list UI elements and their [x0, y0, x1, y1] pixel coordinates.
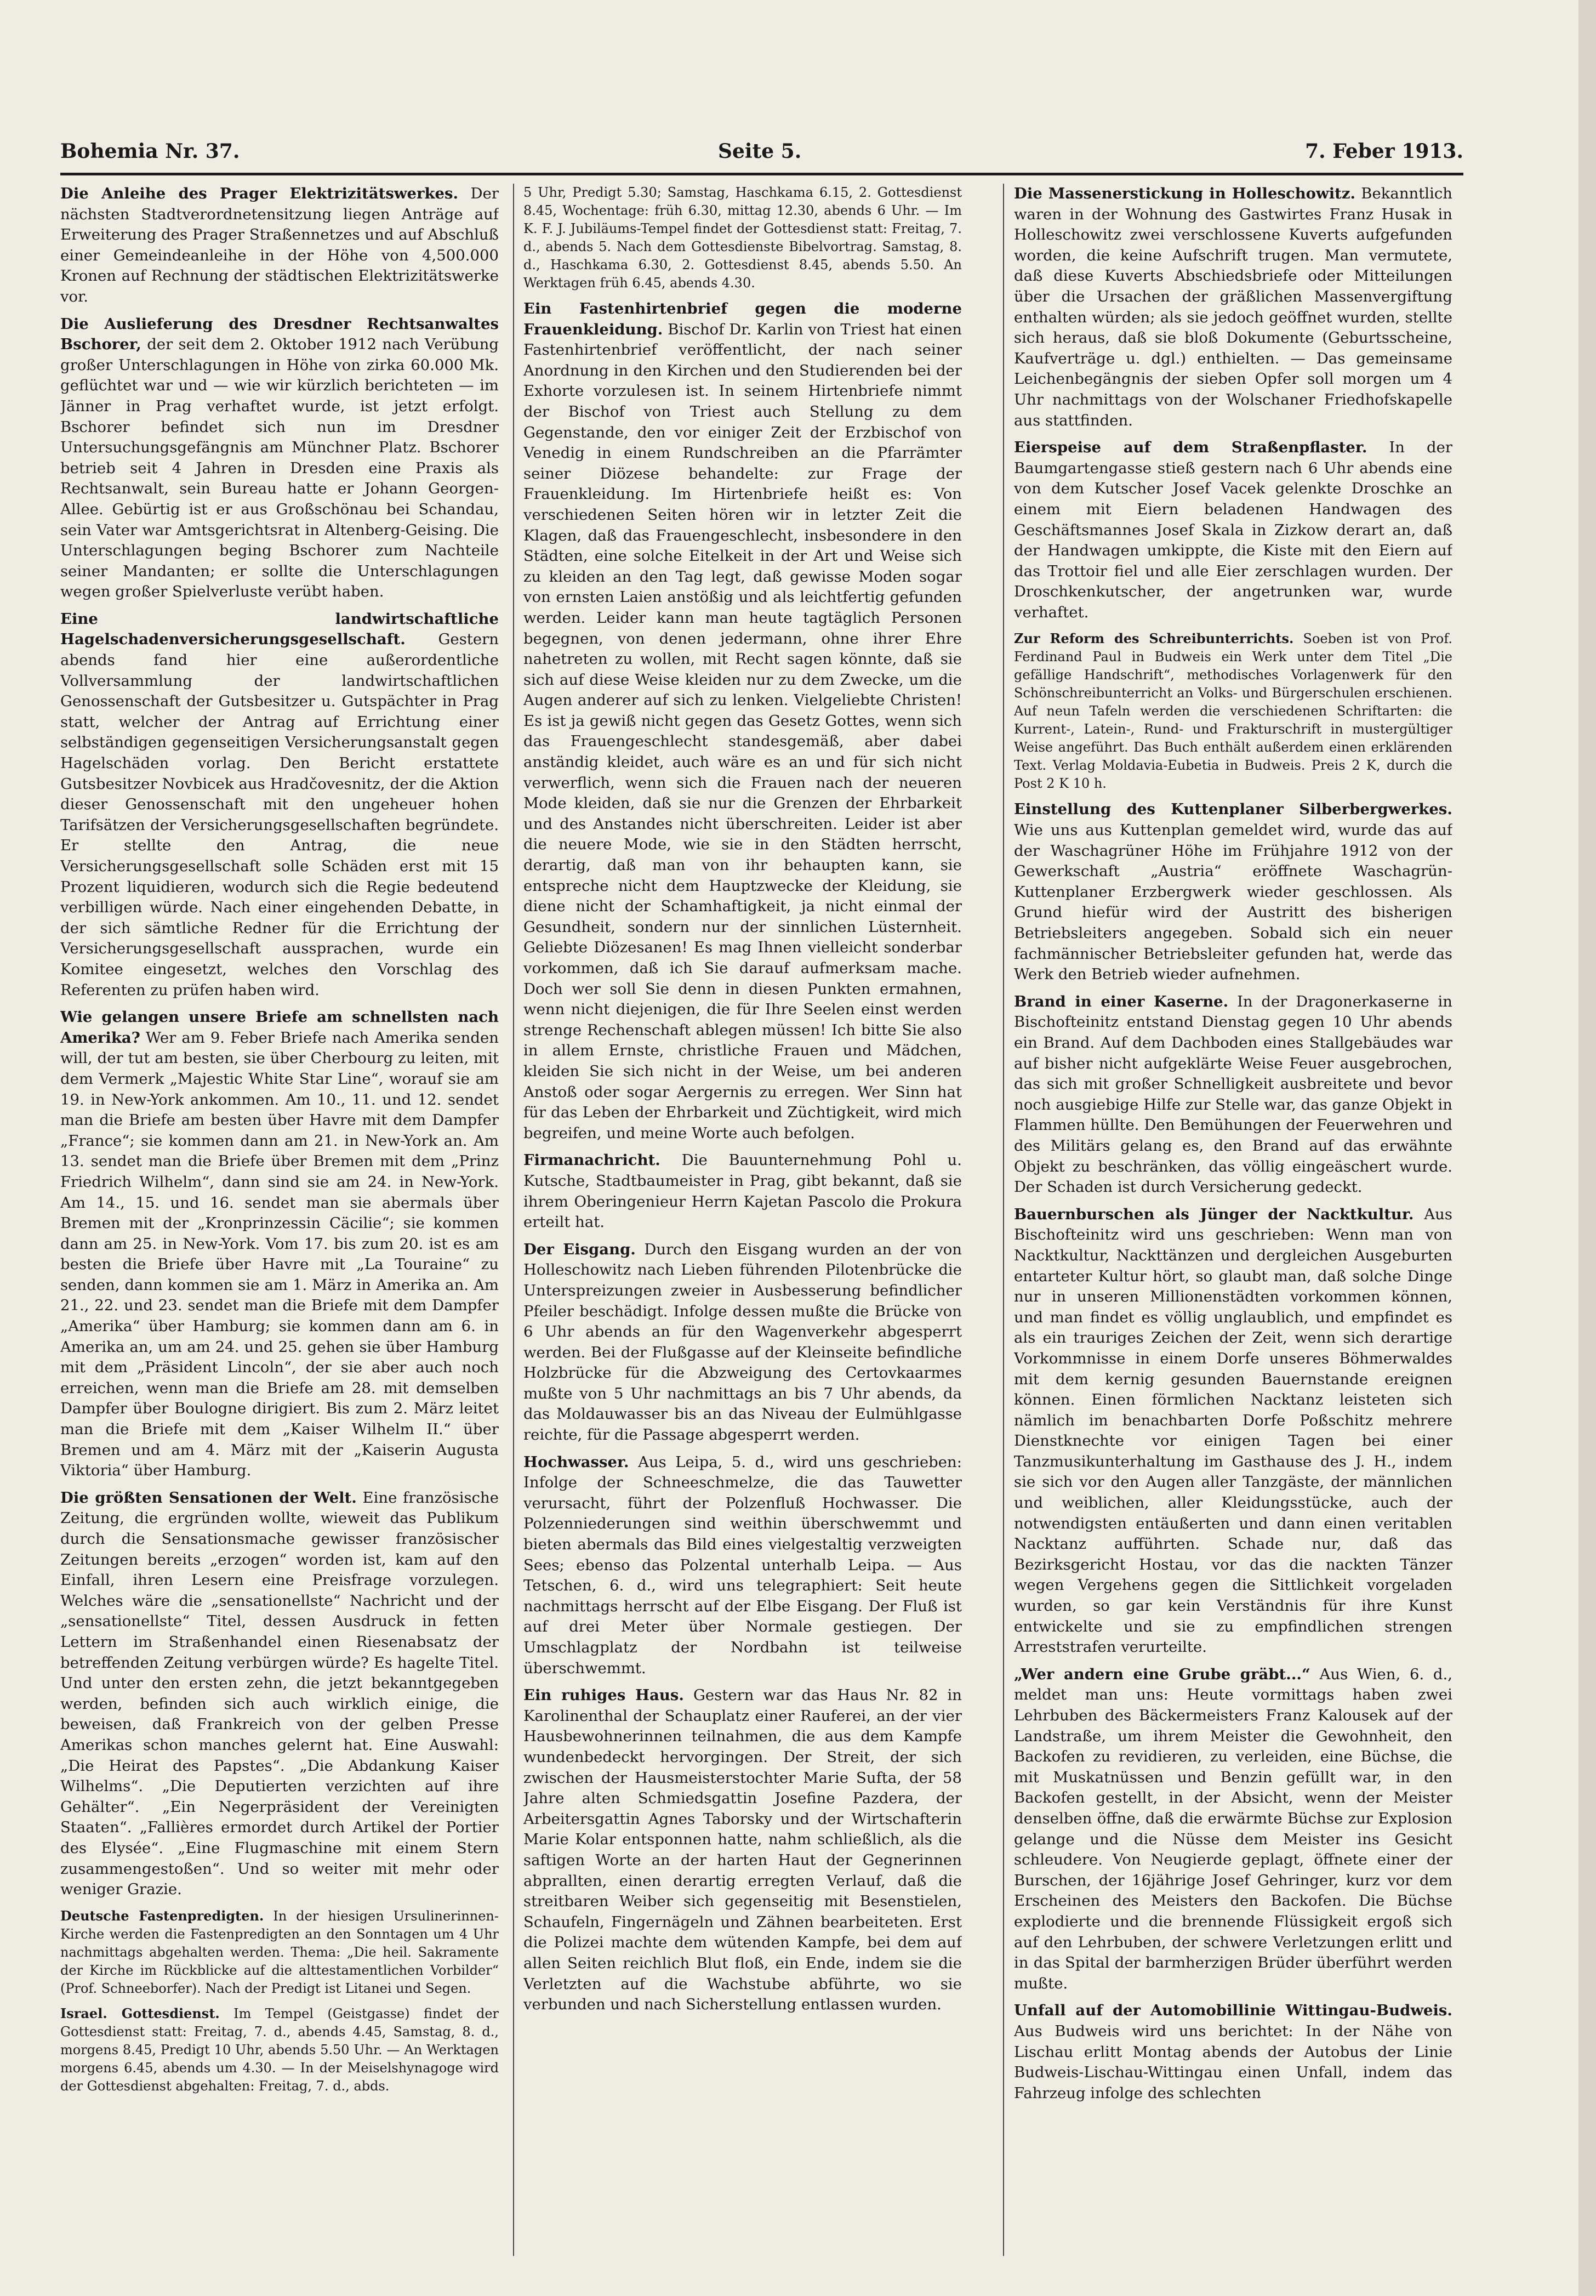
article	[523, 1240, 962, 1446]
page-edge	[1578, 0, 1596, 2296]
article	[60, 1907, 499, 1998]
column-1	[60, 184, 499, 2267]
article-text: Bischof Dr. Karlin von Triest hat einen Fastenhirtenbrief veröffentlicht, der nach seiner Anordnung in den Kirchen und den Studierenden bei der Exhorte vorzulesen ist. In seinem Hirtenbriefe nimmt der Bischof von Triest auch Stellung zu dem Gegenstande, den vor einiger Zeit der Erzbischof von Venedig in einem Rundschreiben an die Pfarrämter seiner Diözese behandelte: zur Frage der Frauenkleidung. Im Hirtenbriefe heißt es: Von verschiedenen Seiten hören wir in letzter Zeit die Klagen, daß das Frauengeschlecht, insbesondere in den Städten, eine solche Eitelkeit in der Art und Weise sich zu kleiden an den Tag legt, daß gewisse Moden sogar von ernsten Laien anstößig und als leichtfertig gefunden werden. Leider kann man heute tagtäglich Personen begegnen, von denen jedermann, ohne ihrer Ehre nahetreten zu wollen, mit Recht sagen könnte, daß sie sich auf diese Weise kleiden nur zu dem Zwecke, um die Augen anderer auf sich zu lenken. Vielgeliebte Christen! Es ist ja gewiß nicht gegen das Gesetz Gottes, wenn sich das Frauengeschlecht standesgemäß, aber dabei anständig kleidet, auch wäre es an und für sich nicht verwerflich, wenn sich die Frauen nach der neueren Mode kleiden, daß sie nur die Grenzen der Ehrbarkeit und des Anstandes nicht überschreiten. Leider ist aber die neuere Mode, wie sie in den Städten herrscht, derartig, daß man von ihr behaupten kann, sie entspreche nicht dem Hauptzwecke der Kleidung, sie diene nicht der Schamhaftigkeit, ja nicht einmal der Gesundheit, sondern nur der sinnlichen Lüsternheit. Geliebte Diözesanen! Es mag Ihnen vielleicht sonderbar vorkommen, daß ich Sie darauf aufmerksam mache. Doch wer soll Sie denn in diesen Punkten ermahnen, wenn nicht diejenigen, die für Ihre Seelen einst werden strenge Rechenschaft ablegen müssen! Ich bitte Sie also in allem Ernste, christliche Frauen und Mädchen, kleiden Sie sich nicht in der Weise, um bei anderen Anstoß oder sogar Aergernis zu erregen. Wer Sinn hat für das Leben der Ehrbarkeit und Züchtigkeit, wird mich begreifen, und meine Worte auch befolgen.	[523, 320, 962, 1142]
article	[1014, 184, 1452, 431]
article-text: Aus Bischofteinitz wird uns geschrieben: Wenn man von Nacktkultur, Nackttänzen und dergleichen Ausgeburten entarteter Kultur hört, so glaubt man, daß solche Dinge nur in unseren Millionenstädten vorkommen können, und man findet es völlig unglaublich, und empfindet es als ein trauriges Zeichen der Zeit, wenn sich derartige Vorkommnisse in einem Dorfe unseres Böhmerwaldes mit dem kernig gesunden Bauernstande ereignen können. Einen förmlichen Nacktanz leisteten sich nämlich im benachbarten Dorfe Poßschitz mehrere Dienstknechte vor einigen Tagen bei einer Tanzmusikunterhaltung im Gasthause des J. H., indem sie sich vor den Augen aller Tanzgäste, der männlichen und weiblichen, aller Kleidungsstücke, auch der notwendigsten entäußerten und dann einen veritablen Nacktanz aufführten. Schade nur, daß das Bezirksgericht Hostau, vor das die nackten Tänzer wegen Vergehens gegen die Sittlichkeit vorgeladen wurden, so gar kein Verständnis für ihre Kunst entwickelte und sie zu empfindlichen strengen Arreststrafen verurteilte.	[1014, 1205, 1452, 1656]
article-text: Bekanntlich waren in der Wohnung des Gastwirtes Franz Husak in Holleschowitz zwei verschlossene Kuverts aufgefunden worden, die keine Aufschrift trugen. Man vermutete, daß diese Kuverts Abschiedsbriefe oder Mitteilungen über die Ursachen der gräßlichen Massenvergiftung enthalten würden; als sie jedoch geöffnet wurden, stellte sich heraus, daß sie bloß Dokumente (Geburtsscheine, Kaufverträge u. dgl.) enthielten. — Das gemeinsame Leichenbegängnis der sieben Opfer soll morgen um 4 Uhr nachmittags von der Wolschaner Friedhofskapelle aus stattfinden.	[1014, 185, 1452, 429]
article-text: In der hiesigen Ursulinerinnen-Kirche werden die Fastenpredigten an den Sonntagen um 4 Uhr nachmittags abgehalten werden. Thema: „Die heil. Sakramente der Kirche im Rückblicke auf die alttestamentlichen Vorbilder“ (Prof. Schneeborfer). Nach der Predigt ist Litanei und Segen.	[60, 1908, 499, 1996]
issue-date: 7. Feber 1913.	[1305, 140, 1463, 163]
article-title: Die Massenerstickung in Holleschowitz.	[1014, 185, 1356, 202]
article-text: 5 Uhr, Predigt 5.30; Samstag, Haschkama 6.15, 2. Gottesdienst 8.45, Wochentage: früh 6.30, mittag 12.30, abends 6 Uhr. — Im K. F. J. Jubiläums-Tempel findet der Gottesdienst statt: Freitag, 7. d., abends 5. Nach dem Gottesdienste Bibelvortrag. Samstag, 8. d., Haschkama 6.30, 2. Gottesdienst 8.45, abends 5.50. An Werktagen früh 6.45, abends 4.30.	[523, 185, 962, 291]
article-title: Israel. Gottesdienst.	[60, 2005, 220, 2021]
article	[523, 184, 962, 292]
article	[523, 1685, 962, 2015]
column-3	[1014, 184, 1452, 2267]
article	[60, 314, 499, 603]
article-text: Soeben ist von Prof. Ferdinand Paul in Budweis ein Werk unter dem Titel „Die gefällige Handschrift“, methodisches Vorlagenwerk für den Schönschreibunterricht an Volks- und Bürgerschulen erschienen. Auf neun Tafeln werden die verschiedenen Schriftarten: die Kurrent-, Latein-, Rund- und Frakturschrift in mustergültiger Weise angeführt. Das Buch enthält außerdem einen erklärenden Text. Verlag Moldavia-Eubetia in Budweis. Preis 2 K, durch die Post 2 K 10 h.	[1014, 631, 1452, 792]
article-title: Eine landwirtschaftliche Hagelschadenversicherungsgesellschaft.	[60, 610, 499, 649]
article-text: In der Dragonerkaserne in Bischofteinitz entstand Dienstag gegen 10 Uhr abends ein Brand. Auf dem Dachboden eines Stallgebäudes war auf bisher nicht aufgeklärte Weise Feuer ausgebrochen, das sich mit großer Schnelligkeit ausbreitete und bevor noch ausgiebige Hilfe zur Stelle war, das ganze Objekt in Flammen hüllte. Den Bemühungen der Feuerwehren und des Militärs gelang es, den Brand auf das erwähnte Objekt zu beschränken, das völlig eingeäschert wurde. Der Schaden ist durch Versicherung gedeckt.	[1014, 992, 1452, 1196]
article	[1014, 799, 1452, 985]
article	[1014, 992, 1452, 1198]
article-text: der seit dem 2. Oktober 1912 nach Verübung großer Unterschlagungen in Höhe von zirka 60.000 Mk. geflüchtet war und — wie wir kürzlich berichteten — im Jänner in Prag verhaftet wurde, ist jetzt erfolgt. Bschorer befindet sich nun im Dresdner Untersuchungsgefängnis am Münchner Platz. Bschorer betrieb seit 4 Jahren in Dresden eine Praxis als Rechtsanwalt, sein Bureau hatte er Johann Georgen-Allee. Gebürtig ist er aus Großschönau bei Schandau, sein Vater war Amtsgerichtsrat in Altenberg-Geising. Die Unterschlagungen beging Bschorer zum Nachteile seiner Mandanten; er sollte die Unterschlagungen wegen großer Spielverluste verübt haben.	[60, 336, 499, 601]
page-header	[60, 140, 1463, 173]
article	[1014, 1204, 1452, 1658]
article-text: Der nächsten Stadtverordnetensitzung liegen Anträge auf Erweiterung des Prager Straßennetzes und auf Abschluß einer Gemeindeanleihe in der Höhe von 4,500.000 Kronen auf Rechnung der städtischen Elektrizitätswerke vor.	[60, 185, 499, 305]
article-text: In der Baumgartengasse stieß gestern nach 6 Uhr abends eine von dem Kutscher Josef Vacek gelenkte Droschke an einem mit Eiern beladenen Handwagen des Geschäftsmannes Josef Skala in Zizkow derart an, daß der Handwagen umkippte, die Kiste mit den Eiern auf das Trottoir fiel und alle Eier zerschlagen wurden. Der Droschkenkutscher, der angetrunken war, wurde verhaftet.	[1014, 439, 1452, 621]
article-text: Aus Wien, 6. d., meldet man uns: Heute vormittags haben zwei Lehrbuben des Bäckermeisters Franz Kalousek auf der Landstraße, um ihrem Meister die Gewohnheit, den Backofen zu revidieren, zu verleiden, eine Büchse, die mit Muskatnüssen und Benzin gefüllt war, in den Backofen gestellt, in der Absicht, wenn der Meister denselben öffne, daß die erwärmte Büchse zur Explosion gelange und die Nüsse dem Meister ins Gesicht schleudere. Von Neugierde geplagt, öffnete einer der Burschen, der 16jährige Josef Gehringer, kurz vor dem Erscheinen des Meisters den Backofen. Die Büchse explodierte und die brennende Flüssigkeit ergoß sich auf den Lehrbuben, der schwere Verletzungen erlitt und in das Spital der barmherzigen Brüder überführt werden mußte.	[1014, 1665, 1452, 1992]
article-title: Der Eisgang.	[523, 1240, 636, 1258]
article	[60, 609, 499, 1001]
article-text: Im Tempel (Geistgasse) findet der Gottesdienst statt: Freitag, 7. d., abends 4.45, Samstag, 8. d., morgens 8.45, Predigt 10 Uhr, abends 5.50 Uhr. — An Werktagen morgens 6.45, abends um 4.30. — In der Meiselshynagoge wird der Gottesdienst abgehalten: Freitag, 7. d., abds.	[60, 2005, 499, 2094]
article-text: Gestern war das Haus Nr. 82 in Karolinenthal der Schauplatz einer Rauferei, an der vier Hausbewohnerinnen teilnahmen, die aus dem Kampfe wundenbedeckt hervorgingen. Der Streit, der sich zwischen der Hausmeisterstochter Marie Sufta, der 58 Jahre alten Schmiedsgattin Josefine Pazdera, der Arbeitersgattin Agnes Taborsky und der Wirtschafterin Marie Kolar entsponnen hatte, nahm schließlich, als die saftigen Worte an der harten Haut der Gegnerinnen abprallten, einen derartig erregten Verlauf, daß die streitbaren Weiber sich gegenseitig mit Besenstielen, Schaufeln, Fingernägeln und Zähnen bearbeiteten. Erst die Polizei machte dem wütenden Kampfe, bei dem auf allen Seiten reichlich Blut floß, ein Ende, indem sie die Verletzten auf die Wachstube abführte, wo sie verbunden und nach Sicherstellung entlassen wurden.	[523, 1686, 962, 2014]
article	[60, 1488, 499, 1900]
article-title: Ein Fastenhirtenbrief gegen die moderne Frauenkleidung.	[523, 300, 962, 338]
article-title: Ein ruhiges Haus.	[523, 1686, 684, 1704]
article	[60, 184, 499, 308]
article-title: Zur Reform des Schreibunterrichts.	[1014, 630, 1294, 647]
article-text: Aus Budweis wird uns berichtet: In der Nähe von Lischau erlitt Montag abends der Autobus der Linie Budweis-Lischau-Wittingau einen Unfall, indem das Fahrzeug infolge des schlechten	[1014, 2022, 1452, 2102]
article	[1014, 629, 1452, 793]
article-text: Durch den Eisgang wurden an der von Holleschowitz nach Lieben führenden Pilotenbrücke die Unterspreizungen zweier in Ausbesserung befindlicher Pfeiler beschädigt. Infolge dessen mußte die Brücke von 6 Uhr abends an für den Wagenverkehr abgesperrt werden. Bei der Flußgasse auf der Kleinseite befindliche Holzbrücke für die Abzweigung des Certovkaarmes mußte von 5 Uhr nachmittags an bis 7 Uhr abends, da das Moldauwasser bis an das Niveau der Eulmühlgasse reichte, für die Passage abgesperrt werden.	[523, 1240, 962, 1444]
article-title: Brand in einer Kaserne.	[1014, 992, 1229, 1010]
article	[523, 299, 962, 1144]
issue-number: Bohemia Nr. 37.	[60, 140, 240, 163]
article-title: Unfall auf der Automobillinie Wittingau-Budweis.	[1014, 2002, 1452, 2020]
column-2	[523, 184, 962, 2267]
column-divider	[513, 184, 514, 2256]
article-title: Die größten Sensationen der Welt.	[60, 1488, 357, 1507]
article	[1014, 1664, 1452, 1994]
article-text: Wer am 9. Feber Briefe nach Amerika senden will, der tut am besten, sie über Cherbourg zu leiten, mit dem Vermerk „Majestic White Star Line“, worauf sie am 19. in New-York ankommen. Am 10., 11. und 12. sendet man die Briefe am besten über Havre mit dem Dampfer „France“; sie kommen dann am 21. in New-York an. Am 13. sendet man die Briefe über Bremen mit dem „Prinz Friedrich Wilhelm“, dann sind sie am 24. in New-York. Am 14., 15. und 16. sendet man sie abermals über Bremen mit der „Kronprinzessin Cäcilie“; sie kommen dann am 25. in New-York. Vom 17. bis zum 20. ist es am besten die Briefe über Havre mit „La Touraine“ zu senden, dann kommen sie am 1. März in Amerika an. Am 21., 22. und 23. sendet man die Briefe mit dem Dampfer „Amerika“ über Hamburg; sie kommen dann am 6. in Amerika an, um am 24. und 25. gehen sie über Hamburg mit dem „Präsident Lincoln“, der sie aber auch noch erreichen, wenn man die Briefe am 28. mit demselben Dampfer über Boulogne dirigiert. Bis zum 2. März leitet man die Briefe mit dem „Kaiser Wilhelm II.“ über Bremen und am 4. März mit der „Kaiserin Augusta Viktoria“ über Hamburg.	[60, 1028, 499, 1480]
article	[1014, 437, 1452, 623]
article-text: Gestern abends fand hier eine außerordentliche Vollversammlung der landwirtschaftlichen Genossenschaft der Gutsbesitzer u. Gutspächter in Prag statt, welcher der Antrag auf Errichtung einer selbständigen gegenseitigen Versicherungsanstalt gegen Hagelschäden vorlag. Den Bericht erstattete Gutsbesitzer Novbicek aus Hradčovesnitz, der die Aktion dieser Genossenschaft mit den ungeheuer hohen Tarifsätzen der Versicherungsgesellschaften begründete. Er stellte den Antrag, die neue Versicherungsgesellschaft solle Schäden erst mit 15 Prozent liquidieren, wodurch sich die Regie bedeutend verbilligen würde. Nach einer eingehenden Debatte, in der sich sämtliche Redner für die Errichtung der Versicherungsgesellschaft aussprachen, wurde ein Komitee eingesetzt, welches den Vorschlag des Referenten zu prüfen haben wird.	[60, 630, 499, 999]
column-divider	[1003, 184, 1004, 2256]
page-number: Seite 5.	[718, 140, 802, 163]
article-title: Hochwasser.	[523, 1453, 629, 1471]
article-title: Einstellung des Kuttenplaner Silberbergwerkes.	[1014, 800, 1452, 819]
article	[60, 2004, 499, 2095]
article-text: Aus Leipa, 5. d., wird uns geschrieben: Infolge der Schneeschmelze, die das Tauwetter verursacht, führt der Polzenfluß Hochwasser. Die Polzenniederungen sind weithin überschwemmt und bieten abermals das Bild eines vielgestaltig verzweigten Sees; ebenso das Polzental unterhalb Leipa. — Aus Tetschen, 6. d., wird uns telegraphiert: Seit heute nachmittags herrscht auf der Elbe Eisgang. Der Fluß ist auf drei Meter über Normale gestiegen. Der Umschlagplatz der Nordbahn ist teilweise überschwemmt.	[523, 1453, 962, 1677]
article-title: Bauernburschen als Jünger der Nacktkultur.	[1014, 1205, 1414, 1223]
article-title: Wie gelangen unsere Briefe am schnellsten nach Amerika?	[60, 1008, 499, 1047]
article-title: Eierspeise auf dem Straßenpflaster.	[1014, 439, 1367, 457]
article	[60, 1007, 499, 1481]
article-title: „Wer andern eine Grube gräbt...“	[1014, 1665, 1310, 1683]
article-title: Firmanachricht.	[523, 1151, 660, 1169]
article	[523, 1452, 962, 1679]
article-text: Wie uns aus Kuttenplan gemeldet wird, wurde das auf der Waschagrüner Höhe im Frühjahre 1912 von der Gewerkschaft „Austria“ eröffnete Waschagrün-Kuttenplaner Erzbergwerk wieder geschlossen. Als Grund hiefür wird der Austritt des bisherigen Betriebsleiters angegeben. Sobald sich ein neuer fachmännischer Betriebsleiter gefunden hat, werde das Werk den Betrieb wieder aufnehmen.	[1014, 821, 1452, 984]
header-rule	[60, 173, 1463, 175]
article-text: Die Bauunternehmung Pohl u. Kutsche, Stadtbaumeister in Prag, gibt bekannt, daß sie ihrem Oberingenieur Herrn Kajetan Pascolo die Prokura erteilt hat.	[523, 1151, 962, 1231]
article-title: Deutsche Fastenpredigten.	[60, 1907, 264, 1924]
article	[1014, 2001, 1452, 2104]
article	[523, 1150, 962, 1232]
article-text: Eine französische Zeitung, die ergründen wollte, wieweit das Publikum durch die Sensationsmache gewisser französischer Zeitungen bereits „erzogen“ worden ist, kam auf den Einfall, ihren Lesern eine Preisfrage vorzulegen. Welches wäre die „sensationellste“ Nachricht und der „sensationellste“ Titel, dessen Ausdruck in fetten Lettern im Straßenhandel einen Riesenabsatz der betreffenden Zeitung verbürgen würde? Es hagelte Titel. Und unter den ersten zehn, die jetzt bekanntgegeben werden, befinden sich auch wirklich einige, die beweisen, daß Frankreich von der gelben Presse Amerikas schon manches gelernt hat. Eine Auswahl: „Die Heirat des Papstes“. „Die Abdankung Kaiser Wilhelms“. „Die Deputierten verzichten auf ihre Gehälter“. „Ein Negerpräsident der Vereinigten Staaten“. „Fallières ermordet durch Artikel der Portier des Elysée“. „Eine Flugmaschine mit einem Stern zusammengestoßen“. Und so weiter mit mehr oder weniger Grazie.	[60, 1488, 499, 1899]
article-title: Die Anleihe des Prager Elektrizitätswerkes.	[60, 185, 459, 202]
article-title: Die Auslieferung des Dresdner Rechtsanwaltes Bschorer,	[60, 315, 499, 354]
